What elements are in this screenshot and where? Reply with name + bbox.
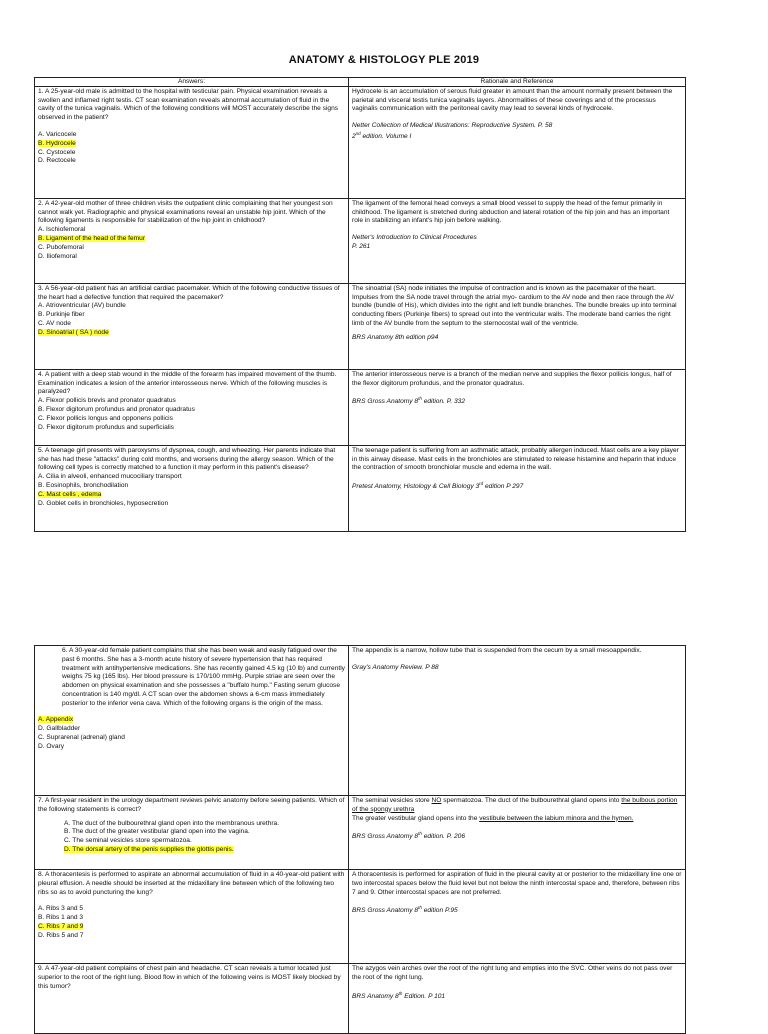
ref-sup: th [418, 905, 422, 911]
rationale-text: Hydrocele is an accumulation of serous fluid greater in amount than the amount normally present between the parietal and visceral testis tunica vaginalis layers. Abnormalities of these coverings and of the processus vaginalis communication with the peritoneal cavity may lead to several kinds of hydrocele. [352, 87, 673, 113]
reference [352, 991, 682, 1002]
choice: C. Pubofemoral [38, 243, 84, 251]
choice: B. Ribs 1 and 3 [38, 914, 84, 922]
reference: Netter's Introduction to Clinical Procedures [352, 234, 477, 242]
answer-cell [35, 445, 349, 531]
correct-answer-highlight: C. Ribs 7 and 9 [38, 922, 84, 930]
qa-table-page-1 [34, 77, 686, 532]
question-stem: 6. A 30-year-old female patient complains that she has been weak and easily fatigued over the past 6 months. She has a 3-month acute history of severe hypertension that has required treatment with antihypertensive medications. She has recently gained 4.5 kg (10 lb) and currently weighs 75 kg (165 lbs). Her blood pressure is 170/100 mmHg. Purple striae are seen over the abdomen on physical examination and she possesses a "buffalo hump." Fasting serum glucose concentration is 140 mg/dl. A CT scan over the abdomen shows a 6-cm mass immediately posterior to the inferior vena cava. Which of the following organs is the origin of the mass. [62, 647, 345, 707]
choice: B. Purkinje fiber [38, 311, 85, 319]
choice: C. AV node [38, 319, 71, 327]
correct-answer-highlight: C. Mast cells , edema [38, 490, 102, 498]
choice: D. Rectocele [38, 157, 76, 165]
answer-cell [35, 283, 349, 369]
qa-table-page-2 [34, 645, 686, 1034]
rationale-cell [349, 964, 686, 1034]
ref-text: edition. P. 206 [421, 833, 465, 841]
ref-sup: nd [355, 130, 361, 136]
choice: D. Ovary [38, 742, 65, 750]
choice-correct [38, 329, 345, 338]
rationale-underline: NO [431, 797, 442, 804]
rationale-cell [349, 198, 686, 283]
answers-header: Answers: [35, 78, 349, 87]
rationale-text: The sinoatrial (SA) node initiates the impulse of contraction and is known as the pacemaker of the heart. Impulses from the SA node travel through the atrial myo- cardium to the AV node and then race through the AV bundle (bundle of His), which divides into the right and left bundle branches. The bundle breaks up into terminal conducting fibers (Purkinje fibers) to spread out into the ventricular walls. The moderate band carries the right limb of the AV bundle from the septum to the sternocostal wall of the ventricle. [352, 284, 677, 327]
ref-text: Edition. P 101 [402, 992, 446, 1000]
question-row [35, 445, 686, 531]
correct-answer-highlight: B. Hydrocele [38, 139, 76, 147]
rationale-fragment: The seminal vesicles store [352, 797, 432, 804]
question-stem: 9. A 47-year-old patient complains of chest pain and headache. CT scan reveals a tumor located just superior to the root of the right lung. Blood flow in which of the following veins is MOST likely blocked by this tumor? [38, 965, 341, 990]
choice: B. The duct of the greater vestibular gland open into the vagina. [64, 828, 250, 836]
reference [352, 905, 682, 916]
reference: Netter Collection of Medical Illustrations: Reproductive System. P. 58 [352, 122, 553, 130]
ref-text: 2 [352, 133, 356, 141]
choice: A. Flexor pollicis brevis and pronator quadratus [38, 397, 176, 405]
question-row [35, 646, 686, 796]
ref-text: BRS Gross Anatomy 8 [352, 833, 419, 841]
correct-answer-highlight: D. The dorsal artery of the penis supplies the glottis penis. [64, 845, 234, 853]
correct-answer-highlight: A. Appendix [38, 716, 74, 724]
rationale-fragment: spermatozoa. The duct of the bulbourethral gland opens into [441, 797, 622, 804]
question-stem: 4. A patient with a deep stab wound in the middle of the forearm has impaired movement of the thumb. Examination indicates a lesion of the anterior interosseous nerve. Which of the following muscles is paralyzed? [38, 370, 337, 396]
rationale-text: The anterior interosseous nerve is a branch of the median nerve and supplies the flexor pollicis longus, half of the flexor digitorum profundus, and the pronator quadratus. [352, 370, 672, 387]
ref-sup: th [418, 396, 422, 402]
ref-sup: th [398, 990, 403, 996]
reference [352, 831, 682, 842]
ref-sup: rd [479, 481, 484, 487]
choice: A. Atrioventricular (AV) bundle [38, 302, 126, 310]
choice: B. Eosinophils, bronchodilation [38, 481, 129, 489]
choice: D. Gallbladder [38, 725, 81, 733]
reference-page: P. 261 [352, 242, 371, 250]
rationale-cell [349, 86, 686, 198]
choice-correct [38, 846, 345, 855]
reference [352, 481, 682, 492]
answer-cell [35, 369, 349, 445]
answer-cell [35, 964, 349, 1034]
reference-edition [352, 131, 682, 142]
choice: A. Varicocele [38, 130, 77, 138]
question-row [35, 796, 686, 870]
choice-correct [38, 235, 345, 244]
answer-cell [35, 86, 349, 198]
question-stem: 7. A first-year resident in the urology department reviews pelvic anatomy before seeing patients. Which of the following statements is correct? [38, 797, 345, 813]
choice-correct [38, 716, 345, 725]
rationale-text: The ligament of the femoral head conveys a small blood vessel to supply the head of the femur primarily in childhood. The ligament is stretched during abduction and lateral rotation of the hip join and has an important role in stabilizing an infant's hip join before walking. [352, 199, 670, 225]
answer-cell [35, 870, 349, 964]
choice: A. Ribs 3 and 5 [38, 905, 84, 913]
rationale-text: A thoracentesis is performed for aspiration of fluid in the pleural cavity at or posterior to the midaxillary line one or two intercostal spaces below the fluid level but not below the ninth intercostal space and, therefore, between ribs 7 and 9. Other intercostal spaces are not preferred. [352, 871, 682, 896]
question-stem: 3. A 56-year-old patient has an artificial cardiac pacemaker. Which of the following conductive tissues of the heart had a defective function that required the pacemaker? [38, 284, 340, 301]
question-row [35, 964, 686, 1034]
rationale-text: The teenage patient is suffering from an asthmatic attack, probably allergen induced. Mast cells are a key player in this airway disease. Mast cells in the bronchioles are stimulated to release histamine and heparin that induce the contraction of smooth bronchiolar muscle and edema in the wall. [352, 446, 679, 472]
rationale-cell [349, 283, 686, 369]
choice: C. The seminal vesicles store spermatozoa. [64, 837, 192, 845]
rationale-header: Rationale and Reference [349, 78, 686, 87]
ref-text: BRS Anatomy 8 [352, 992, 399, 1000]
question-row [35, 283, 686, 369]
question-stem: 2. A 42-year-old mother of three children visits the outpatient clinic complaining that her youngest son cannot walk yet. Radiographic and physical examinations reveal an unstable hip joint. Which of the following ligaments is responsible for stabilization of the hip joint in childhood? [38, 199, 333, 225]
choice: D. Goblet cells in bronchioles, hyposecretion [38, 499, 169, 507]
choice: A. Cilia in alveoli, enhanced mucociliary transport [38, 473, 182, 481]
reference: BRS Anatomy 8th edition p94 [352, 333, 439, 341]
choice: C. Flexor pollicis longus and opponens pollicis [38, 414, 173, 422]
reference: Gray's Anatomy Review. P 88 [352, 663, 439, 671]
choice: D. Ribs 5 and 7 [38, 931, 84, 939]
ref-text: edition P.95 [421, 907, 458, 915]
choice: C. Suprarenal (adrenal) gland [38, 733, 125, 741]
ref-text: edition P 297 [483, 483, 524, 491]
rationale-text: The appendix is a narrow, hollow tube that is suspended from the cecum by a small mesoappendix. [352, 647, 642, 654]
question-stem: 1. A 25-year-old male is admitted to the hospital with testicular pain. Physical examination reveals a swollen and inflamed right testis. CT scan examination reveals abnormal accumulation of fluid in the cavity of the tunica vaginalis. Which of the following conditions will MOST accurately describe the signs observed in the patient? [38, 87, 339, 122]
answer-cell [35, 646, 349, 796]
rationale-text: The azygos vein arches over the root of the right lung and empties into the SVC. Other veins do not pass over the root of the right lung. [352, 965, 673, 981]
question-row [35, 369, 686, 445]
table-header-row [35, 78, 686, 87]
ref-text: BRS Gross Anatomy 8 [352, 907, 419, 915]
choice-correct [38, 491, 345, 500]
correct-answer-highlight: B. Ligament of the head of the femur [38, 234, 146, 242]
ref-text: Pretest Anatomy, Histology & Cell Biology 3 [352, 483, 480, 491]
question-row [35, 86, 686, 198]
choice: C. Cystocele [38, 148, 76, 156]
rationale-cell [349, 796, 686, 870]
choice: D. Flexor digitorum profundus and superficialis [38, 423, 174, 431]
rationale-text [352, 797, 682, 815]
choice: B. Flexor digitorum profundus and pronator quadratus [38, 405, 195, 413]
rationale-cell [349, 870, 686, 964]
question-row [35, 870, 686, 964]
rationale-underline: vestibule between the labium minora and the hymen. [479, 814, 634, 822]
document-title: ANATOMY & HISTOLOGY PLE 2019 [288, 54, 480, 66]
choice: D. Iliofemoral [38, 252, 77, 260]
choice: A. The duct of the bulbourethral gland open into the membranous urethra. [64, 819, 280, 827]
rationale-fragment: The greater vestibular gland opens into the [352, 814, 480, 822]
ref-text: BRS Gross Anatomy 8 [352, 398, 419, 406]
rationale-underline: the bulbous portion of the spongy urethra [352, 797, 678, 813]
ref-text: edition. Volume I [360, 133, 412, 141]
choice-correct [38, 923, 345, 932]
rationale-cell [349, 369, 686, 445]
ref-text: edition. P. 332 [421, 398, 465, 406]
question-stem: 8. A thoracentesis is performed to aspirate an abnormal accumulation of fluid in a 40-year-old patient with pleural effusion. A needle should be inserted at the midaxillary line between which of the following two ribs so as to avoid puncturing the lung? [38, 871, 345, 896]
answer-cell [35, 796, 349, 870]
question-stem: 5. A teenage girl presents with paroxysms of dyspnea, cough, and wheezing. Her parents indicate that she has had these "attacks" during cold months, and worsens during the allergy season. Which of the following cell types is correctly matched to a function it may perform in this patient's disease? [38, 446, 336, 472]
rationale-text [352, 815, 682, 824]
correct-answer-highlight: D. Sinoatrial ( SA ) node [38, 328, 109, 336]
rationale-cell [349, 646, 686, 796]
choice-correct [38, 140, 345, 149]
choice: A. Ischiofemoral [38, 226, 86, 234]
question-row [35, 198, 686, 283]
reference [352, 396, 682, 407]
answer-cell [35, 198, 349, 283]
rationale-cell [349, 445, 686, 531]
ref-sup: th [418, 831, 422, 837]
